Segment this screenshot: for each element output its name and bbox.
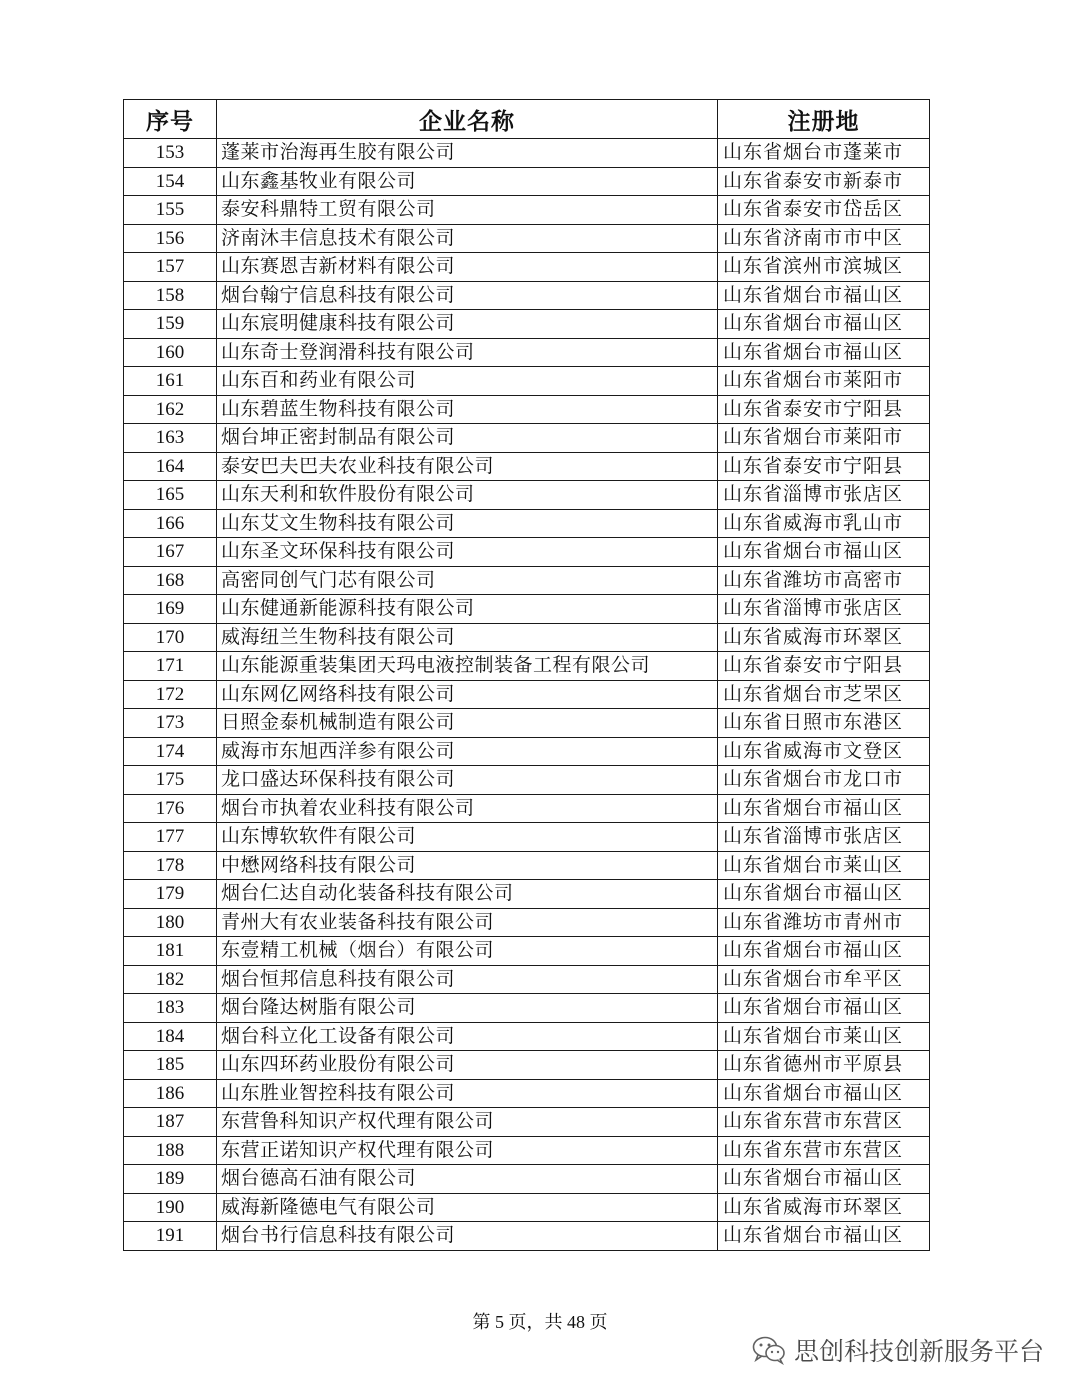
row-seq: 160 (124, 338, 217, 367)
table-row (124, 794, 930, 823)
row-registration-place: 山东省烟台市福山区 (718, 1222, 930, 1251)
table-row (124, 538, 930, 567)
row-registration-place: 山东省淄博市张店区 (718, 481, 930, 510)
header-registration-place: 注册地 (718, 100, 930, 139)
row-seq: 182 (124, 965, 217, 994)
table-row (124, 310, 930, 339)
row-registration-place: 山东省泰安市新泰市 (718, 167, 930, 196)
row-registration-place: 山东省烟台市龙口市 (718, 766, 930, 795)
row-company-name: 蓬莱市治海再生胶有限公司 (217, 139, 718, 168)
row-seq: 183 (124, 994, 217, 1023)
wechat-icon (752, 1335, 786, 1365)
table-row (124, 509, 930, 538)
table-row (124, 1193, 930, 1222)
row-seq: 184 (124, 1022, 217, 1051)
table-row (124, 965, 930, 994)
row-seq: 164 (124, 452, 217, 481)
row-company-name: 山东艾文生物科技有限公司 (217, 509, 718, 538)
row-registration-place: 山东省烟台市福山区 (718, 794, 930, 823)
table-row (124, 823, 930, 852)
row-seq: 159 (124, 310, 217, 339)
row-registration-place: 山东省滨州市滨城区 (718, 253, 930, 282)
row-registration-place: 山东省威海市乳山市 (718, 509, 930, 538)
row-seq: 162 (124, 395, 217, 424)
row-seq: 167 (124, 538, 217, 567)
row-company-name: 山东健通新能源科技有限公司 (217, 595, 718, 624)
row-company-name: 高密同创气门芯有限公司 (217, 566, 718, 595)
row-company-name: 烟台翰宁信息科技有限公司 (217, 281, 718, 310)
row-registration-place: 山东省泰安市岱岳区 (718, 196, 930, 225)
table-row (124, 224, 930, 253)
row-seq: 156 (124, 224, 217, 253)
table-row (124, 737, 930, 766)
row-seq: 181 (124, 937, 217, 966)
row-seq: 168 (124, 566, 217, 595)
table-row (124, 338, 930, 367)
row-company-name: 山东碧蓝生物科技有限公司 (217, 395, 718, 424)
row-seq: 157 (124, 253, 217, 282)
row-registration-place: 山东省威海市环翠区 (718, 623, 930, 652)
row-company-name: 日照金泰机械制造有限公司 (217, 709, 718, 738)
row-registration-place: 山东省烟台市福山区 (718, 880, 930, 909)
row-company-name: 山东宸明健康科技有限公司 (217, 310, 718, 339)
row-seq: 185 (124, 1051, 217, 1080)
row-registration-place: 山东省烟台市莱阳市 (718, 424, 930, 453)
row-registration-place: 山东省东营市东营区 (718, 1136, 930, 1165)
row-seq: 171 (124, 652, 217, 681)
row-company-name: 威海市东旭西洋参有限公司 (217, 737, 718, 766)
row-registration-place: 山东省烟台市牟平区 (718, 965, 930, 994)
row-registration-place: 山东省烟台市芝罘区 (718, 680, 930, 709)
page-number: 第 5 页，共 48 页 (472, 1312, 608, 1332)
row-company-name: 东营正诺知识产权代理有限公司 (217, 1136, 718, 1165)
table-row (124, 1165, 930, 1194)
row-registration-place: 山东省泰安市宁阳县 (718, 452, 930, 481)
row-seq: 166 (124, 509, 217, 538)
row-company-name: 山东鑫基牧业有限公司 (217, 167, 718, 196)
row-company-name: 烟台科立化工设备有限公司 (217, 1022, 718, 1051)
row-seq: 165 (124, 481, 217, 510)
row-seq: 163 (124, 424, 217, 453)
row-seq: 154 (124, 167, 217, 196)
row-seq: 187 (124, 1108, 217, 1137)
table-row (124, 452, 930, 481)
row-registration-place: 山东省潍坊市青州市 (718, 908, 930, 937)
row-seq: 190 (124, 1193, 217, 1222)
row-company-name: 烟台隆达树脂有限公司 (217, 994, 718, 1023)
row-company-name: 东营鲁科知识产权代理有限公司 (217, 1108, 718, 1137)
row-seq: 180 (124, 908, 217, 937)
row-company-name: 威海新隆德电气有限公司 (217, 1193, 718, 1222)
table-row (124, 253, 930, 282)
row-registration-place: 山东省日照市东港区 (718, 709, 930, 738)
row-seq: 188 (124, 1136, 217, 1165)
row-company-name: 烟台坤正密封制品有限公司 (217, 424, 718, 453)
row-seq: 176 (124, 794, 217, 823)
table-row (124, 481, 930, 510)
table-row (124, 766, 930, 795)
row-seq: 170 (124, 623, 217, 652)
row-seq: 153 (124, 139, 217, 168)
table-row (124, 680, 930, 709)
enterprise-table (123, 99, 930, 1251)
row-company-name: 烟台市执着农业科技有限公司 (217, 794, 718, 823)
row-company-name: 济南沐丰信息技术有限公司 (217, 224, 718, 253)
row-registration-place: 山东省潍坊市高密市 (718, 566, 930, 595)
row-seq: 161 (124, 367, 217, 396)
row-seq: 155 (124, 196, 217, 225)
table-row (124, 652, 930, 681)
row-seq: 179 (124, 880, 217, 909)
row-company-name: 山东奇士登润滑科技有限公司 (217, 338, 718, 367)
table-row (124, 851, 930, 880)
row-seq: 189 (124, 1165, 217, 1194)
row-registration-place: 山东省泰安市宁阳县 (718, 652, 930, 681)
row-company-name: 烟台书行信息科技有限公司 (217, 1222, 718, 1251)
table-body (124, 139, 930, 1251)
row-company-name: 青州大有农业装备科技有限公司 (217, 908, 718, 937)
row-registration-place: 山东省淄博市张店区 (718, 595, 930, 624)
table-row (124, 908, 930, 937)
row-registration-place: 山东省威海市文登区 (718, 737, 930, 766)
table-row (124, 566, 930, 595)
row-company-name: 山东百和药业有限公司 (217, 367, 718, 396)
row-seq: 174 (124, 737, 217, 766)
row-registration-place: 山东省淄博市张店区 (718, 823, 930, 852)
row-company-name: 山东胜业智控科技有限公司 (217, 1079, 718, 1108)
table-row (124, 367, 930, 396)
table-row (124, 937, 930, 966)
table-row (124, 595, 930, 624)
watermark-text: 思创科技创新服务平台 (793, 1337, 1044, 1366)
table-row (124, 1079, 930, 1108)
row-registration-place: 山东省德州市平原县 (718, 1051, 930, 1080)
table-row (124, 139, 930, 168)
table-row (124, 709, 930, 738)
table-row (124, 994, 930, 1023)
row-company-name: 山东天利和软件股份有限公司 (217, 481, 718, 510)
table-header-row (124, 100, 930, 139)
table-row (124, 196, 930, 225)
row-company-name: 山东圣文环保科技有限公司 (217, 538, 718, 567)
header-seq: 序号 (124, 100, 217, 139)
row-registration-place: 山东省烟台市福山区 (718, 338, 930, 367)
row-registration-place: 山东省东营市东营区 (718, 1108, 930, 1137)
table-row (124, 1222, 930, 1251)
row-seq: 158 (124, 281, 217, 310)
row-registration-place: 山东省烟台市福山区 (718, 1079, 930, 1108)
row-registration-place: 山东省烟台市福山区 (718, 937, 930, 966)
row-company-name: 龙口盛达环保科技有限公司 (217, 766, 718, 795)
table-row (124, 424, 930, 453)
row-registration-place: 山东省烟台市福山区 (718, 1165, 930, 1194)
row-company-name: 威海纽兰生物科技有限公司 (217, 623, 718, 652)
row-registration-place: 山东省烟台市蓬莱市 (718, 139, 930, 168)
row-seq: 178 (124, 851, 217, 880)
table-row (124, 1022, 930, 1051)
row-company-name: 泰安巴夫巴夫农业科技有限公司 (217, 452, 718, 481)
row-company-name: 山东能源重装集团天玛电液控制装备工程有限公司 (217, 652, 718, 681)
row-registration-place: 山东省烟台市福山区 (718, 538, 930, 567)
row-seq: 169 (124, 595, 217, 624)
row-company-name: 烟台恒邦信息科技有限公司 (217, 965, 718, 994)
table-row (124, 1108, 930, 1137)
row-registration-place: 山东省烟台市莱阳市 (718, 367, 930, 396)
table-row (124, 880, 930, 909)
row-registration-place: 山东省烟台市莱山区 (718, 1022, 930, 1051)
row-company-name: 烟台德高石油有限公司 (217, 1165, 718, 1194)
row-registration-place: 山东省威海市环翠区 (718, 1193, 930, 1222)
row-seq: 191 (124, 1222, 217, 1251)
row-company-name: 泰安科鼎特工贸有限公司 (217, 196, 718, 225)
row-registration-place: 山东省烟台市福山区 (718, 281, 930, 310)
row-registration-place: 山东省济南市市中区 (718, 224, 930, 253)
row-registration-place: 山东省烟台市莱山区 (718, 851, 930, 880)
row-company-name: 山东赛恩吉新材料有限公司 (217, 253, 718, 282)
row-seq: 175 (124, 766, 217, 795)
row-company-name: 中懋网络科技有限公司 (217, 851, 718, 880)
row-registration-place: 山东省泰安市宁阳县 (718, 395, 930, 424)
row-company-name: 烟台仁达自动化装备科技有限公司 (217, 880, 718, 909)
row-registration-place: 山东省烟台市福山区 (718, 994, 930, 1023)
row-company-name: 山东博软软件有限公司 (217, 823, 718, 852)
header-company-name: 企业名称 (217, 100, 718, 139)
row-seq: 177 (124, 823, 217, 852)
row-seq: 172 (124, 680, 217, 709)
row-company-name: 山东四环药业股份有限公司 (217, 1051, 718, 1080)
table-row (124, 1051, 930, 1080)
row-seq: 186 (124, 1079, 217, 1108)
row-company-name: 东壹精工机械（烟台）有限公司 (217, 937, 718, 966)
row-seq: 173 (124, 709, 217, 738)
row-registration-place: 山东省烟台市福山区 (718, 310, 930, 339)
row-company-name: 山东网亿网络科技有限公司 (217, 680, 718, 709)
table-row (124, 623, 930, 652)
table-row (124, 167, 930, 196)
table-row (124, 1136, 930, 1165)
table-row (124, 395, 930, 424)
table-row (124, 281, 930, 310)
watermark (752, 1332, 1044, 1368)
